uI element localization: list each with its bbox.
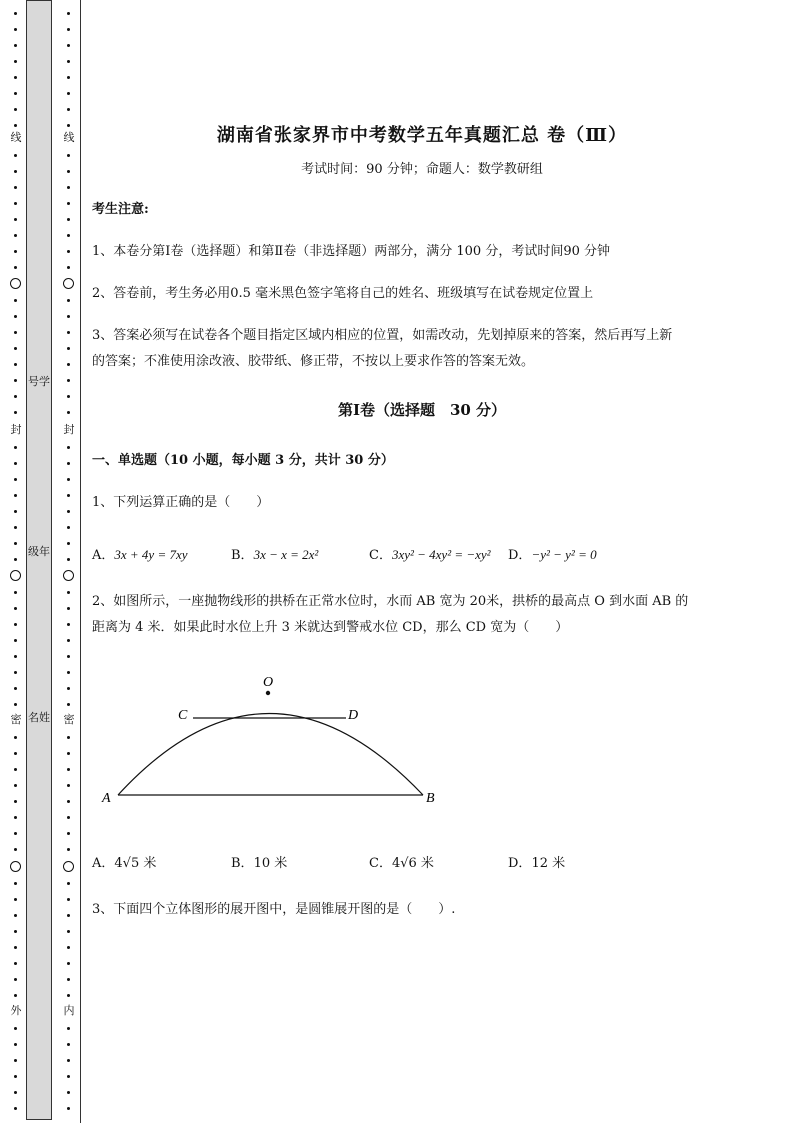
margin-dot	[14, 411, 17, 414]
right-dot-column	[62, 0, 76, 1123]
margin-dot	[14, 108, 17, 111]
part-heading: 一、单选题（10 小题，每小题 3 分，共计 30 分）	[92, 453, 394, 468]
margin-dot	[67, 510, 70, 513]
margin-dot	[67, 44, 70, 47]
q1-option-a[interactable]	[92, 544, 188, 563]
margin-dot	[67, 446, 70, 449]
margin-dot	[67, 170, 70, 173]
margin-dot	[14, 930, 17, 933]
margin-dot	[67, 218, 70, 221]
margin-dot	[14, 1059, 17, 1062]
option-label: D．	[508, 856, 532, 871]
margin-dot	[14, 170, 17, 173]
question-2-line1: 2、如图所示，一座抛物线形的拱桥在正常水位时，水而 AB 宽为 20米，拱桥的最高点 O 到水面 AB 的	[92, 594, 689, 609]
name-label: 名姓	[28, 711, 50, 724]
margin-dot	[14, 28, 17, 31]
circle-icon	[63, 570, 74, 581]
margin-dot	[14, 234, 17, 237]
margin-mark: 线	[10, 131, 22, 144]
margin-dot	[14, 639, 17, 642]
notice-heading: 考生注意:	[92, 202, 149, 217]
margin-dot	[67, 202, 70, 205]
q2-option-d[interactable]	[508, 852, 565, 871]
margin-dot	[14, 655, 17, 658]
margin-dot	[14, 446, 17, 449]
margin-dot	[14, 736, 17, 739]
margin-dot	[67, 154, 70, 157]
margin-dot	[14, 1075, 17, 1078]
label-d: D	[348, 708, 359, 723]
margin-dot	[67, 347, 70, 350]
margin-dot	[14, 154, 17, 157]
margin-dot	[67, 526, 70, 529]
margin-dot	[67, 379, 70, 382]
margin-dot	[67, 363, 70, 366]
class-label: 级年	[28, 545, 50, 558]
margin-dot	[14, 331, 17, 334]
margin-dot	[14, 882, 17, 885]
margin-dot	[67, 655, 70, 658]
margin-dot	[14, 671, 17, 674]
q1-option-c[interactable]	[369, 544, 491, 563]
left-dot-column	[9, 0, 23, 1123]
option-text: 4√5 米	[114, 856, 157, 871]
q1-option-b[interactable]	[231, 544, 318, 563]
margin-dot	[67, 816, 70, 819]
label-c: C	[178, 708, 188, 723]
margin-dot	[67, 250, 70, 253]
option-text: 3xy² − 4xy² = −xy²	[391, 547, 491, 562]
margin-dot	[14, 186, 17, 189]
margin-dot	[14, 768, 17, 771]
margin-dot	[14, 832, 17, 835]
q2-option-c[interactable]	[369, 852, 434, 871]
margin-dot	[67, 623, 70, 626]
option-text: 12 米	[531, 856, 566, 871]
margin-dot	[14, 76, 17, 79]
margin-dot	[14, 494, 17, 497]
margin-dot	[67, 639, 70, 642]
margin-dot	[67, 186, 70, 189]
option-label: C．	[369, 548, 392, 563]
margin-dot	[67, 962, 70, 965]
margin-dot	[67, 736, 70, 739]
margin-dot	[67, 882, 70, 885]
margin-dot	[67, 315, 70, 318]
question-3-stem: 3、下面四个立体图形的展开图中，是圆锥展开图的是（ ）.	[92, 902, 456, 917]
margin-dot	[67, 234, 70, 237]
margin-dot	[67, 478, 70, 481]
margin-dot	[14, 124, 17, 127]
margin-dot	[67, 108, 70, 111]
margin-dot	[67, 558, 70, 561]
margin-dot	[14, 848, 17, 851]
margin-dot	[14, 898, 17, 901]
margin-dot	[14, 962, 17, 965]
margin-dot	[14, 591, 17, 594]
margin-dot	[67, 1027, 70, 1030]
option-text: 10 米	[253, 856, 288, 871]
margin-dot	[67, 1059, 70, 1062]
margin-dot	[67, 703, 70, 706]
margin-dot	[14, 250, 17, 253]
option-text: 4√6 米	[391, 856, 434, 871]
margin-dot	[14, 752, 17, 755]
option-label: B．	[231, 548, 254, 563]
circle-icon	[10, 570, 21, 581]
margin-mark: 线	[63, 131, 75, 144]
option-text: −y² − y² = 0	[531, 547, 597, 562]
margin-rule	[80, 0, 81, 1123]
margin-dot	[14, 607, 17, 610]
margin-dot	[14, 60, 17, 63]
margin-dot	[67, 395, 70, 398]
student-id-label: 号学	[28, 375, 50, 388]
margin-dot	[67, 930, 70, 933]
margin-dot	[14, 1091, 17, 1094]
binding-margin	[0, 0, 82, 1123]
margin-dot	[14, 526, 17, 529]
option-label: A．	[92, 548, 115, 563]
option-label: D．	[508, 548, 532, 563]
margin-dot	[67, 266, 70, 269]
label-o: O	[263, 675, 274, 690]
option-label: A．	[92, 856, 115, 871]
question-2-line2: 距离为 4 米．如果此时水位上升 3 米就达到警戒水位 CD，那么 CD 宽为（ ）	[92, 620, 569, 635]
margin-dot	[14, 202, 17, 205]
circle-icon	[10, 278, 21, 289]
margin-dot	[67, 494, 70, 497]
margin-dot	[67, 76, 70, 79]
margin-dot	[14, 994, 17, 997]
margin-dot	[67, 848, 70, 851]
circle-icon	[63, 278, 74, 289]
margin-dot	[14, 914, 17, 917]
margin-dot	[67, 1075, 70, 1078]
margin-dot	[14, 816, 17, 819]
question-1-stem: 1、下列运算正确的是（ ）	[92, 495, 270, 510]
margin-dot	[14, 703, 17, 706]
margin-dot	[14, 1027, 17, 1030]
option-label: C．	[369, 856, 392, 871]
margin-dot	[67, 299, 70, 302]
option-text: 3x + 4y = 7xy	[114, 547, 188, 562]
margin-mark: 密	[10, 713, 22, 726]
margin-dot	[67, 978, 70, 981]
margin-dot	[67, 28, 70, 31]
margin-dot	[14, 315, 17, 318]
margin-dot	[14, 978, 17, 981]
margin-mark: 封	[10, 423, 22, 436]
margin-dot	[14, 558, 17, 561]
margin-dot	[67, 1107, 70, 1110]
margin-dot	[14, 623, 17, 626]
section-title: 第Ⅰ卷（选择题 30 分）	[337, 401, 507, 419]
arch-bridge-diagram	[96, 668, 456, 813]
margin-dot	[67, 60, 70, 63]
notice-item-2: 2、答卷前，考生务必用0.5 毫米黑色签字笔将自己的姓名、班级填写在试卷规定位置上	[92, 286, 594, 301]
margin-dot	[14, 542, 17, 545]
margin-dot	[67, 752, 70, 755]
margin-dot	[14, 510, 17, 513]
margin-dot	[14, 1043, 17, 1046]
margin-mark: 密	[63, 713, 75, 726]
margin-dot	[67, 768, 70, 771]
margin-dot	[67, 914, 70, 917]
margin-dot	[67, 784, 70, 787]
notice-item-3-line1: 3、答案必须写在试卷各个题目指定区域内相应的位置，如需改动，先划掉原来的答案，然后再写上新	[92, 328, 673, 343]
margin-dot	[14, 1107, 17, 1110]
margin-dot	[14, 44, 17, 47]
margin-dot	[67, 671, 70, 674]
margin-dot	[14, 218, 17, 221]
page-title: 湖南省张家界市中考数学五年真题汇总 卷（Ⅲ）	[216, 125, 628, 146]
margin-dot	[67, 687, 70, 690]
margin-dot	[67, 12, 70, 15]
notice-item-3-line2: 的答案；不准使用涂改液、胶带纸、修正带，不按以上要求作答的答案无效。	[92, 354, 535, 369]
q2-option-b[interactable]	[231, 852, 287, 871]
circle-icon	[63, 861, 74, 872]
margin-dot	[67, 607, 70, 610]
circle-icon	[10, 861, 21, 872]
margin-dot	[14, 266, 17, 269]
margin-dot	[14, 363, 17, 366]
label-a: A	[102, 791, 111, 806]
margin-mark: 封	[63, 423, 75, 436]
margin-dot	[14, 347, 17, 350]
exam-info: 考试时间：90 分钟；命题人：数学教研组	[301, 162, 543, 177]
margin-mark: 内	[63, 1004, 75, 1017]
margin-dot	[67, 124, 70, 127]
parabola-arch	[118, 714, 423, 796]
notice-item-1: 1、本卷分第Ⅰ卷（选择题）和第Ⅱ卷（非选择题）两部分，满分 100 分，考试时间90 分钟	[92, 244, 610, 259]
margin-dot	[14, 299, 17, 302]
margin-dot	[14, 946, 17, 949]
margin-dot	[67, 898, 70, 901]
margin-dot	[14, 687, 17, 690]
margin-dot	[67, 946, 70, 949]
margin-dot	[67, 800, 70, 803]
vertex-point-o	[266, 691, 270, 695]
margin-dot	[67, 92, 70, 95]
margin-dot	[67, 1091, 70, 1094]
margin-dot	[14, 462, 17, 465]
margin-dot	[67, 462, 70, 465]
margin-mark: 外	[10, 1004, 22, 1017]
margin-dot	[67, 411, 70, 414]
margin-dot	[67, 591, 70, 594]
margin-dot	[14, 12, 17, 15]
student-info-strip	[26, 0, 52, 1120]
margin-dot	[67, 1043, 70, 1046]
margin-dot	[14, 800, 17, 803]
margin-dot	[14, 784, 17, 787]
margin-dot	[67, 832, 70, 835]
label-b: B	[426, 791, 435, 806]
margin-dot	[14, 395, 17, 398]
margin-dot	[67, 994, 70, 997]
margin-dot	[14, 92, 17, 95]
option-text: 3x − x = 2x²	[253, 547, 319, 562]
q1-option-d[interactable]	[508, 544, 597, 563]
margin-dot	[14, 379, 17, 382]
margin-dot	[67, 331, 70, 334]
margin-dot	[67, 542, 70, 545]
margin-dot	[14, 478, 17, 481]
q2-option-a[interactable]	[92, 852, 156, 871]
option-label: B．	[231, 856, 254, 871]
